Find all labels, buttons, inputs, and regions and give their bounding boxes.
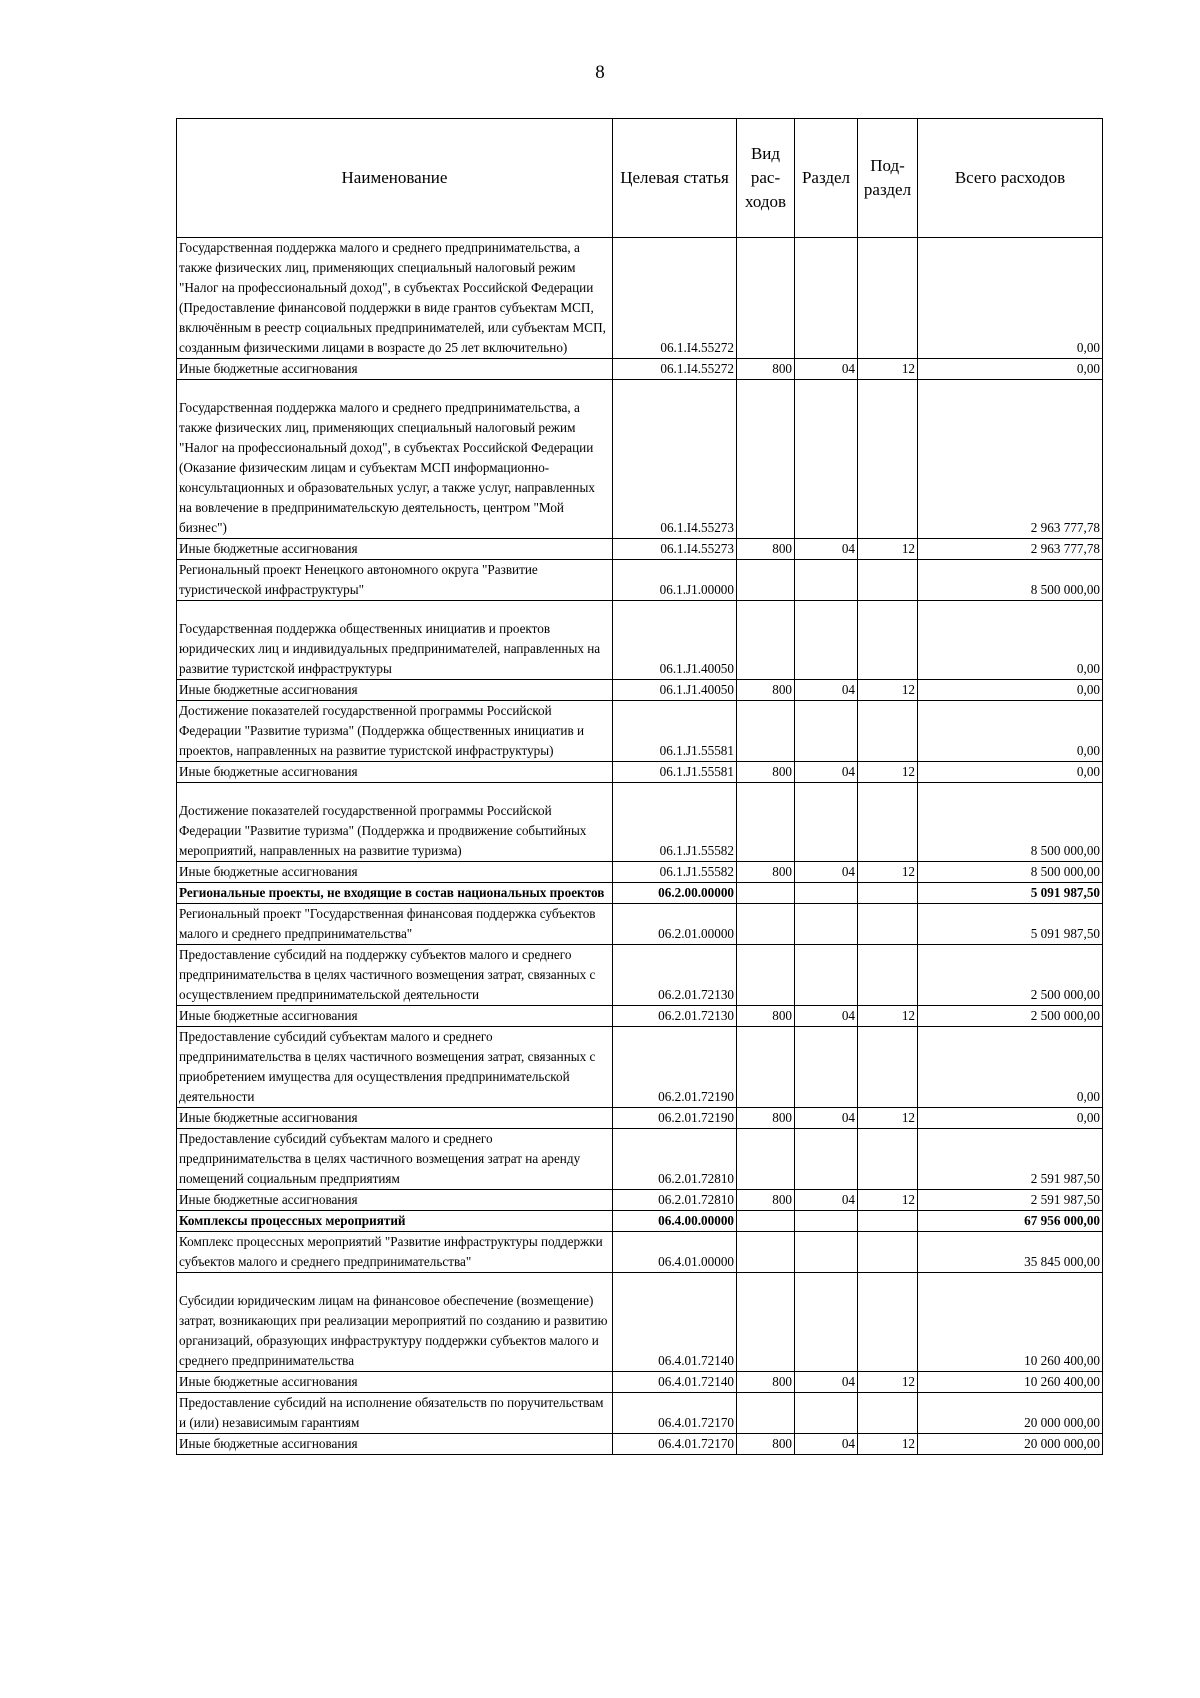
header-section: Раздел: [795, 119, 858, 238]
name-cell: Предоставление субсидий на исполнение обязательств по поручительствам и (или) независимым гарантиям: [177, 1393, 613, 1434]
total-cell: 67 956 000,00: [918, 1211, 1103, 1232]
subsection-cell: [858, 701, 918, 762]
subsection-cell: 12: [858, 1108, 918, 1129]
kind-cell: [737, 1211, 795, 1232]
name-cell: Иные бюджетные ассигнования: [177, 1190, 613, 1211]
header-kind: Вид рас-ходов: [737, 119, 795, 238]
total-cell: 10 260 400,00: [918, 1372, 1103, 1393]
subsection-cell: 12: [858, 1434, 918, 1455]
table-row: [177, 560, 1103, 601]
total-cell: 2 500 000,00: [918, 1006, 1103, 1027]
table-row: [177, 1129, 1103, 1190]
section-cell: [795, 560, 858, 601]
kind-cell: 800: [737, 539, 795, 560]
section-cell: 04: [795, 1190, 858, 1211]
name-cell: Государственная поддержка общественных инициатив и проектов юридических лиц и индивидуальных предпринимателей, направленных на развитие туристской инфраструктуры: [177, 601, 613, 680]
name-cell: Иные бюджетные ассигнования: [177, 1372, 613, 1393]
total-cell: 20 000 000,00: [918, 1434, 1103, 1455]
total-cell: 2 500 000,00: [918, 945, 1103, 1006]
code-cell: 06.4.01.00000: [613, 1232, 737, 1273]
code-cell: 06.4.01.72170: [613, 1434, 737, 1455]
table-row: [177, 1273, 1103, 1372]
section-cell: 04: [795, 1108, 858, 1129]
total-cell: 0,00: [918, 601, 1103, 680]
subsection-cell: 12: [858, 862, 918, 883]
table-row: [177, 945, 1103, 1006]
name-cell: Предоставление субсидий на поддержку субъектов малого и среднего предпринимательства в целях частичного возмещения затрат, связанных с осуществлением предпринимательской деятельности: [177, 945, 613, 1006]
section-cell: [795, 783, 858, 862]
kind-cell: [737, 701, 795, 762]
section-cell: [795, 701, 858, 762]
code-cell: 06.1.I4.55272: [613, 238, 737, 359]
header-subsection: Под-раздел: [858, 119, 918, 238]
table-row: [177, 783, 1103, 862]
table-row: [177, 1027, 1103, 1108]
code-cell: 06.1.J1.00000: [613, 560, 737, 601]
table-row: [177, 380, 1103, 539]
kind-cell: [737, 1129, 795, 1190]
subsection-cell: 12: [858, 359, 918, 380]
subsection-cell: [858, 560, 918, 601]
name-cell: Региональный проект "Государственная финансовая поддержка субъектов малого и среднего предпринимательства": [177, 904, 613, 945]
name-cell: Субсидии юридическим лицам на финансовое обеспечение (возмещение) затрат, возникающих при реализации мероприятий по созданию и развитию организаций, образующих инфраструктуру поддержки субъектов малого и среднего предпринимательства: [177, 1273, 613, 1372]
total-cell: 5 091 987,50: [918, 904, 1103, 945]
section-cell: [795, 1273, 858, 1372]
section-cell: 04: [795, 680, 858, 701]
total-cell: 20 000 000,00: [918, 1393, 1103, 1434]
subsection-cell: 12: [858, 1006, 918, 1027]
table-row: [177, 1190, 1103, 1211]
section-cell: 04: [795, 862, 858, 883]
code-cell: 06.2.01.72190: [613, 1027, 737, 1108]
name-cell: Региональные проекты, не входящие в состав национальных проектов: [177, 883, 613, 904]
name-cell: Комплексы процессных мероприятий: [177, 1211, 613, 1232]
section-cell: [795, 883, 858, 904]
table-row: [177, 359, 1103, 380]
total-cell: 2 963 777,78: [918, 380, 1103, 539]
code-cell: 06.2.01.72190: [613, 1108, 737, 1129]
table-row: [177, 1108, 1103, 1129]
section-cell: [795, 601, 858, 680]
name-cell: Государственная поддержка малого и среднего предпринимательства, а также физических лиц, применяющих специальный налоговый режим "Налог на профессиональный доход", в субъектах Российской Федерации (Оказание физическим лицам и субъектам МСП информационно-консультационных и образовательных услуг, а также услуг, направленных на вовлечение в предпринимательскую деятельность, центром "Мой бизнес"): [177, 380, 613, 539]
table-header-row: [177, 119, 1103, 238]
section-cell: [795, 238, 858, 359]
section-cell: 04: [795, 762, 858, 783]
total-cell: 10 260 400,00: [918, 1273, 1103, 1372]
kind-cell: 800: [737, 862, 795, 883]
table-row: [177, 238, 1103, 359]
total-cell: 2 591 987,50: [918, 1129, 1103, 1190]
kind-cell: 800: [737, 1372, 795, 1393]
section-cell: [795, 1129, 858, 1190]
total-cell: 0,00: [918, 680, 1103, 701]
code-cell: 06.1.I4.55273: [613, 539, 737, 560]
subsection-cell: [858, 380, 918, 539]
total-cell: 8 500 000,00: [918, 862, 1103, 883]
kind-cell: [737, 1232, 795, 1273]
table-row: [177, 1006, 1103, 1027]
code-cell: 06.4.01.72170: [613, 1393, 737, 1434]
subsection-cell: 12: [858, 1372, 918, 1393]
total-cell: 0,00: [918, 1027, 1103, 1108]
total-cell: 8 500 000,00: [918, 560, 1103, 601]
kind-cell: [737, 380, 795, 539]
kind-cell: [737, 1027, 795, 1108]
code-cell: 06.2.00.00000: [613, 883, 737, 904]
code-cell: 06.1.J1.40050: [613, 680, 737, 701]
kind-cell: 800: [737, 680, 795, 701]
code-cell: 06.2.01.00000: [613, 904, 737, 945]
code-cell: 06.2.01.72810: [613, 1190, 737, 1211]
name-cell: Предоставление субсидий субъектам малого и среднего предпринимательства в целях частичного возмещения затрат на аренду помещений социальным предприятиям: [177, 1129, 613, 1190]
table-row: [177, 1372, 1103, 1393]
table-row: [177, 701, 1103, 762]
total-cell: 35 845 000,00: [918, 1232, 1103, 1273]
subsection-cell: 12: [858, 762, 918, 783]
code-cell: 06.2.01.72130: [613, 1006, 737, 1027]
name-cell: Иные бюджетные ассигнования: [177, 1108, 613, 1129]
section-cell: 04: [795, 1006, 858, 1027]
kind-cell: [737, 945, 795, 1006]
code-cell: 06.1.J1.55581: [613, 701, 737, 762]
name-cell: Государственная поддержка малого и среднего предпринимательства, а также физических лиц, применяющих специальный налоговый режим "Налог на профессиональный доход", в субъектах Российской Федерации (Предоставление финансовой поддержки в виде грантов субъектам МСП, включённым в реестр социальных предпринимателей, или субъектам МСП, созданным физическими лицами в возрасте до 25 лет включительно): [177, 238, 613, 359]
table-row: [177, 862, 1103, 883]
subsection-cell: [858, 1393, 918, 1434]
total-cell: 0,00: [918, 1108, 1103, 1129]
subsection-cell: [858, 904, 918, 945]
name-cell: Предоставление субсидий субъектам малого и среднего предпринимательства в целях частичного возмещения затрат, связанных с приобретением имущества для осуществления предпринимательской деятельности: [177, 1027, 613, 1108]
subsection-cell: [858, 945, 918, 1006]
code-cell: 06.1.I4.55273: [613, 380, 737, 539]
kind-cell: 800: [737, 1108, 795, 1129]
code-cell: 06.4.01.72140: [613, 1372, 737, 1393]
kind-cell: 800: [737, 762, 795, 783]
section-cell: 04: [795, 359, 858, 380]
section-cell: [795, 945, 858, 1006]
subsection-cell: [858, 783, 918, 862]
kind-cell: [737, 1273, 795, 1372]
kind-cell: 800: [737, 359, 795, 380]
kind-cell: [737, 601, 795, 680]
kind-cell: [737, 904, 795, 945]
section-cell: [795, 904, 858, 945]
table-row: [177, 904, 1103, 945]
header-target: Целевая статья: [613, 119, 737, 238]
section-cell: [795, 1211, 858, 1232]
total-cell: 0,00: [918, 359, 1103, 380]
name-cell: Региональный проект Ненецкого автономного округа "Развитие туристической инфраструктуры": [177, 560, 613, 601]
name-cell: Комплекс процессных мероприятий "Развитие инфраструктуры поддержки субъектов малого и среднего предпринимательства": [177, 1232, 613, 1273]
section-cell: [795, 1027, 858, 1108]
name-cell: Иные бюджетные ассигнования: [177, 762, 613, 783]
header-name: Наименование: [177, 119, 613, 238]
code-cell: 06.1.J1.55582: [613, 862, 737, 883]
kind-cell: 800: [737, 1434, 795, 1455]
kind-cell: 800: [737, 1190, 795, 1211]
section-cell: 04: [795, 539, 858, 560]
subsection-cell: 12: [858, 1190, 918, 1211]
subsection-cell: [858, 1273, 918, 1372]
name-cell: Иные бюджетные ассигнования: [177, 539, 613, 560]
page-number: 8: [595, 62, 605, 83]
table-row: [177, 1393, 1103, 1434]
total-cell: 0,00: [918, 238, 1103, 359]
table-row: [177, 1211, 1103, 1232]
name-cell: Иные бюджетные ассигнования: [177, 862, 613, 883]
code-cell: 06.1.I4.55272: [613, 359, 737, 380]
header-total: Всего расходов: [918, 119, 1103, 238]
code-cell: 06.4.00.00000: [613, 1211, 737, 1232]
table-row: [177, 1232, 1103, 1273]
subsection-cell: [858, 883, 918, 904]
table-row: [177, 539, 1103, 560]
budget-table: [176, 118, 1103, 1455]
code-cell: 06.1.J1.40050: [613, 601, 737, 680]
table-row: [177, 762, 1103, 783]
code-cell: 06.1.J1.55581: [613, 762, 737, 783]
total-cell: 0,00: [918, 701, 1103, 762]
total-cell: 8 500 000,00: [918, 783, 1103, 862]
subsection-cell: [858, 1027, 918, 1108]
table-row: [177, 1434, 1103, 1455]
section-cell: [795, 1232, 858, 1273]
kind-cell: [737, 783, 795, 862]
name-cell: Иные бюджетные ассигнования: [177, 359, 613, 380]
table-row: [177, 601, 1103, 680]
kind-cell: [737, 1393, 795, 1434]
subsection-cell: [858, 238, 918, 359]
name-cell: Иные бюджетные ассигнования: [177, 680, 613, 701]
code-cell: 06.1.J1.55582: [613, 783, 737, 862]
subsection-cell: [858, 1211, 918, 1232]
table-row: [177, 883, 1103, 904]
kind-cell: 800: [737, 1006, 795, 1027]
subsection-cell: 12: [858, 539, 918, 560]
name-cell: Иные бюджетные ассигнования: [177, 1434, 613, 1455]
subsection-cell: [858, 601, 918, 680]
kind-cell: [737, 883, 795, 904]
total-cell: 5 091 987,50: [918, 883, 1103, 904]
kind-cell: [737, 238, 795, 359]
subsection-cell: [858, 1232, 918, 1273]
table-row: [177, 680, 1103, 701]
subsection-cell: [858, 1129, 918, 1190]
code-cell: 06.4.01.72140: [613, 1273, 737, 1372]
code-cell: 06.2.01.72810: [613, 1129, 737, 1190]
code-cell: 06.2.01.72130: [613, 945, 737, 1006]
kind-cell: [737, 560, 795, 601]
name-cell: Достижение показателей государственной программы Российской Федерации "Развитие туризма" (Поддержка общественных инициатив и проектов, направленных на развитие туристской инфраструктуры): [177, 701, 613, 762]
section-cell: 04: [795, 1434, 858, 1455]
name-cell: Достижение показателей государственной программы Российской Федерации "Развитие туризма" (Поддержка и продвижение событийных мероприятий, направленных на развитие туризма): [177, 783, 613, 862]
name-cell: Иные бюджетные ассигнования: [177, 1006, 613, 1027]
total-cell: 0,00: [918, 762, 1103, 783]
section-cell: [795, 1393, 858, 1434]
total-cell: 2 963 777,78: [918, 539, 1103, 560]
section-cell: [795, 380, 858, 539]
total-cell: 2 591 987,50: [918, 1190, 1103, 1211]
section-cell: 04: [795, 1372, 858, 1393]
subsection-cell: 12: [858, 680, 918, 701]
